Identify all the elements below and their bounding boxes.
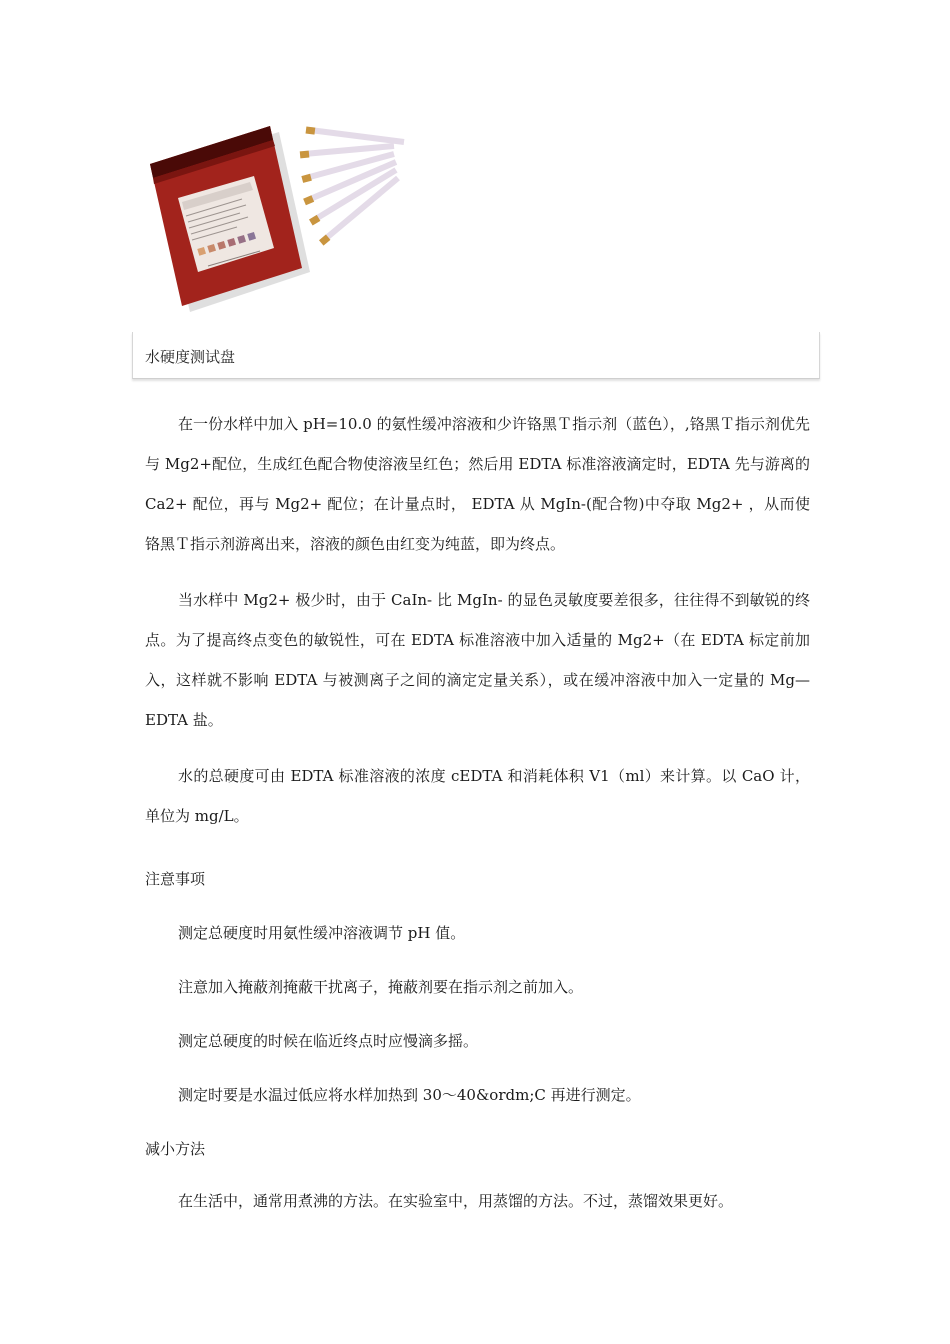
note-item-2: 注意加入掩蔽剂掩蔽干扰离子，掩蔽剂要在指示剂之前加入。 [178,978,584,996]
paragraph-low-magnesium: 当水样中 Mg2+ 极少时，由于 CaIn- 比 MgIn- 的显色灵敏度要差很多，往往得不到敏锐的终点。为了提高终点变色的敏锐性，可在 EDTA 标准溶液中加入适量的 Mg2+（在 EDTA 标定前加入，这样就不影响 EDTA 与被测离子之间的滴定定量关系），或在缓冲溶液中加入一定量的 Mg—EDTA 盐。 [145,591,810,729]
test-kit-image [142,120,410,316]
water-hardness-test-kit-photo [142,120,410,316]
notes-heading: 注意事项 [145,870,206,888]
note-item-1: 测定总硬度时用氨性缓冲溶液调节 pH 值。 [178,924,466,942]
paragraph-indicator-method: 在一份水样中加入 pH=10.0 的氨性缓冲溶液和少许铬黑Ｔ指示剂（蓝色），,铬黑Ｔ指示剂优先与 Mg2+配位，生成红色配合物使溶液呈红色；然后用 EDTA 标准溶液滴定时，EDTA 先与游离的 Ca2+ 配位，再与 Mg2+ 配位；在计量点时， EDTA 从 MgIn-(配合物)中夺取 Mg2+ ，从而使铬黑Ｔ指示剂游离出来，溶液的颜色由红变为纯蓝，即为终点。 [145,415,810,553]
note-item-3: 测定总硬度的时候在临近终点时应慢滴多摇。 [178,1032,479,1050]
paragraph-calculation: 水的总硬度可由 EDTA 标准溶液的浓度 cEDTA 和消耗体积 V1（ml）来计算。以 CaO 计，单位为 mg/L。 [145,767,810,825]
image-caption: 水硬度测试盘 [145,348,236,366]
reduce-text: 在生活中，通常用煮沸的方法。在实验室中，用蒸馏的方法。不过，蒸馏效果更好。 [178,1192,734,1210]
image-caption-box [132,332,820,379]
reduce-heading: 减小方法 [145,1140,206,1158]
note-item-4: 测定时要是水温过低应将水样加热到 30～40&ordm;C 再进行测定。 [178,1086,641,1104]
